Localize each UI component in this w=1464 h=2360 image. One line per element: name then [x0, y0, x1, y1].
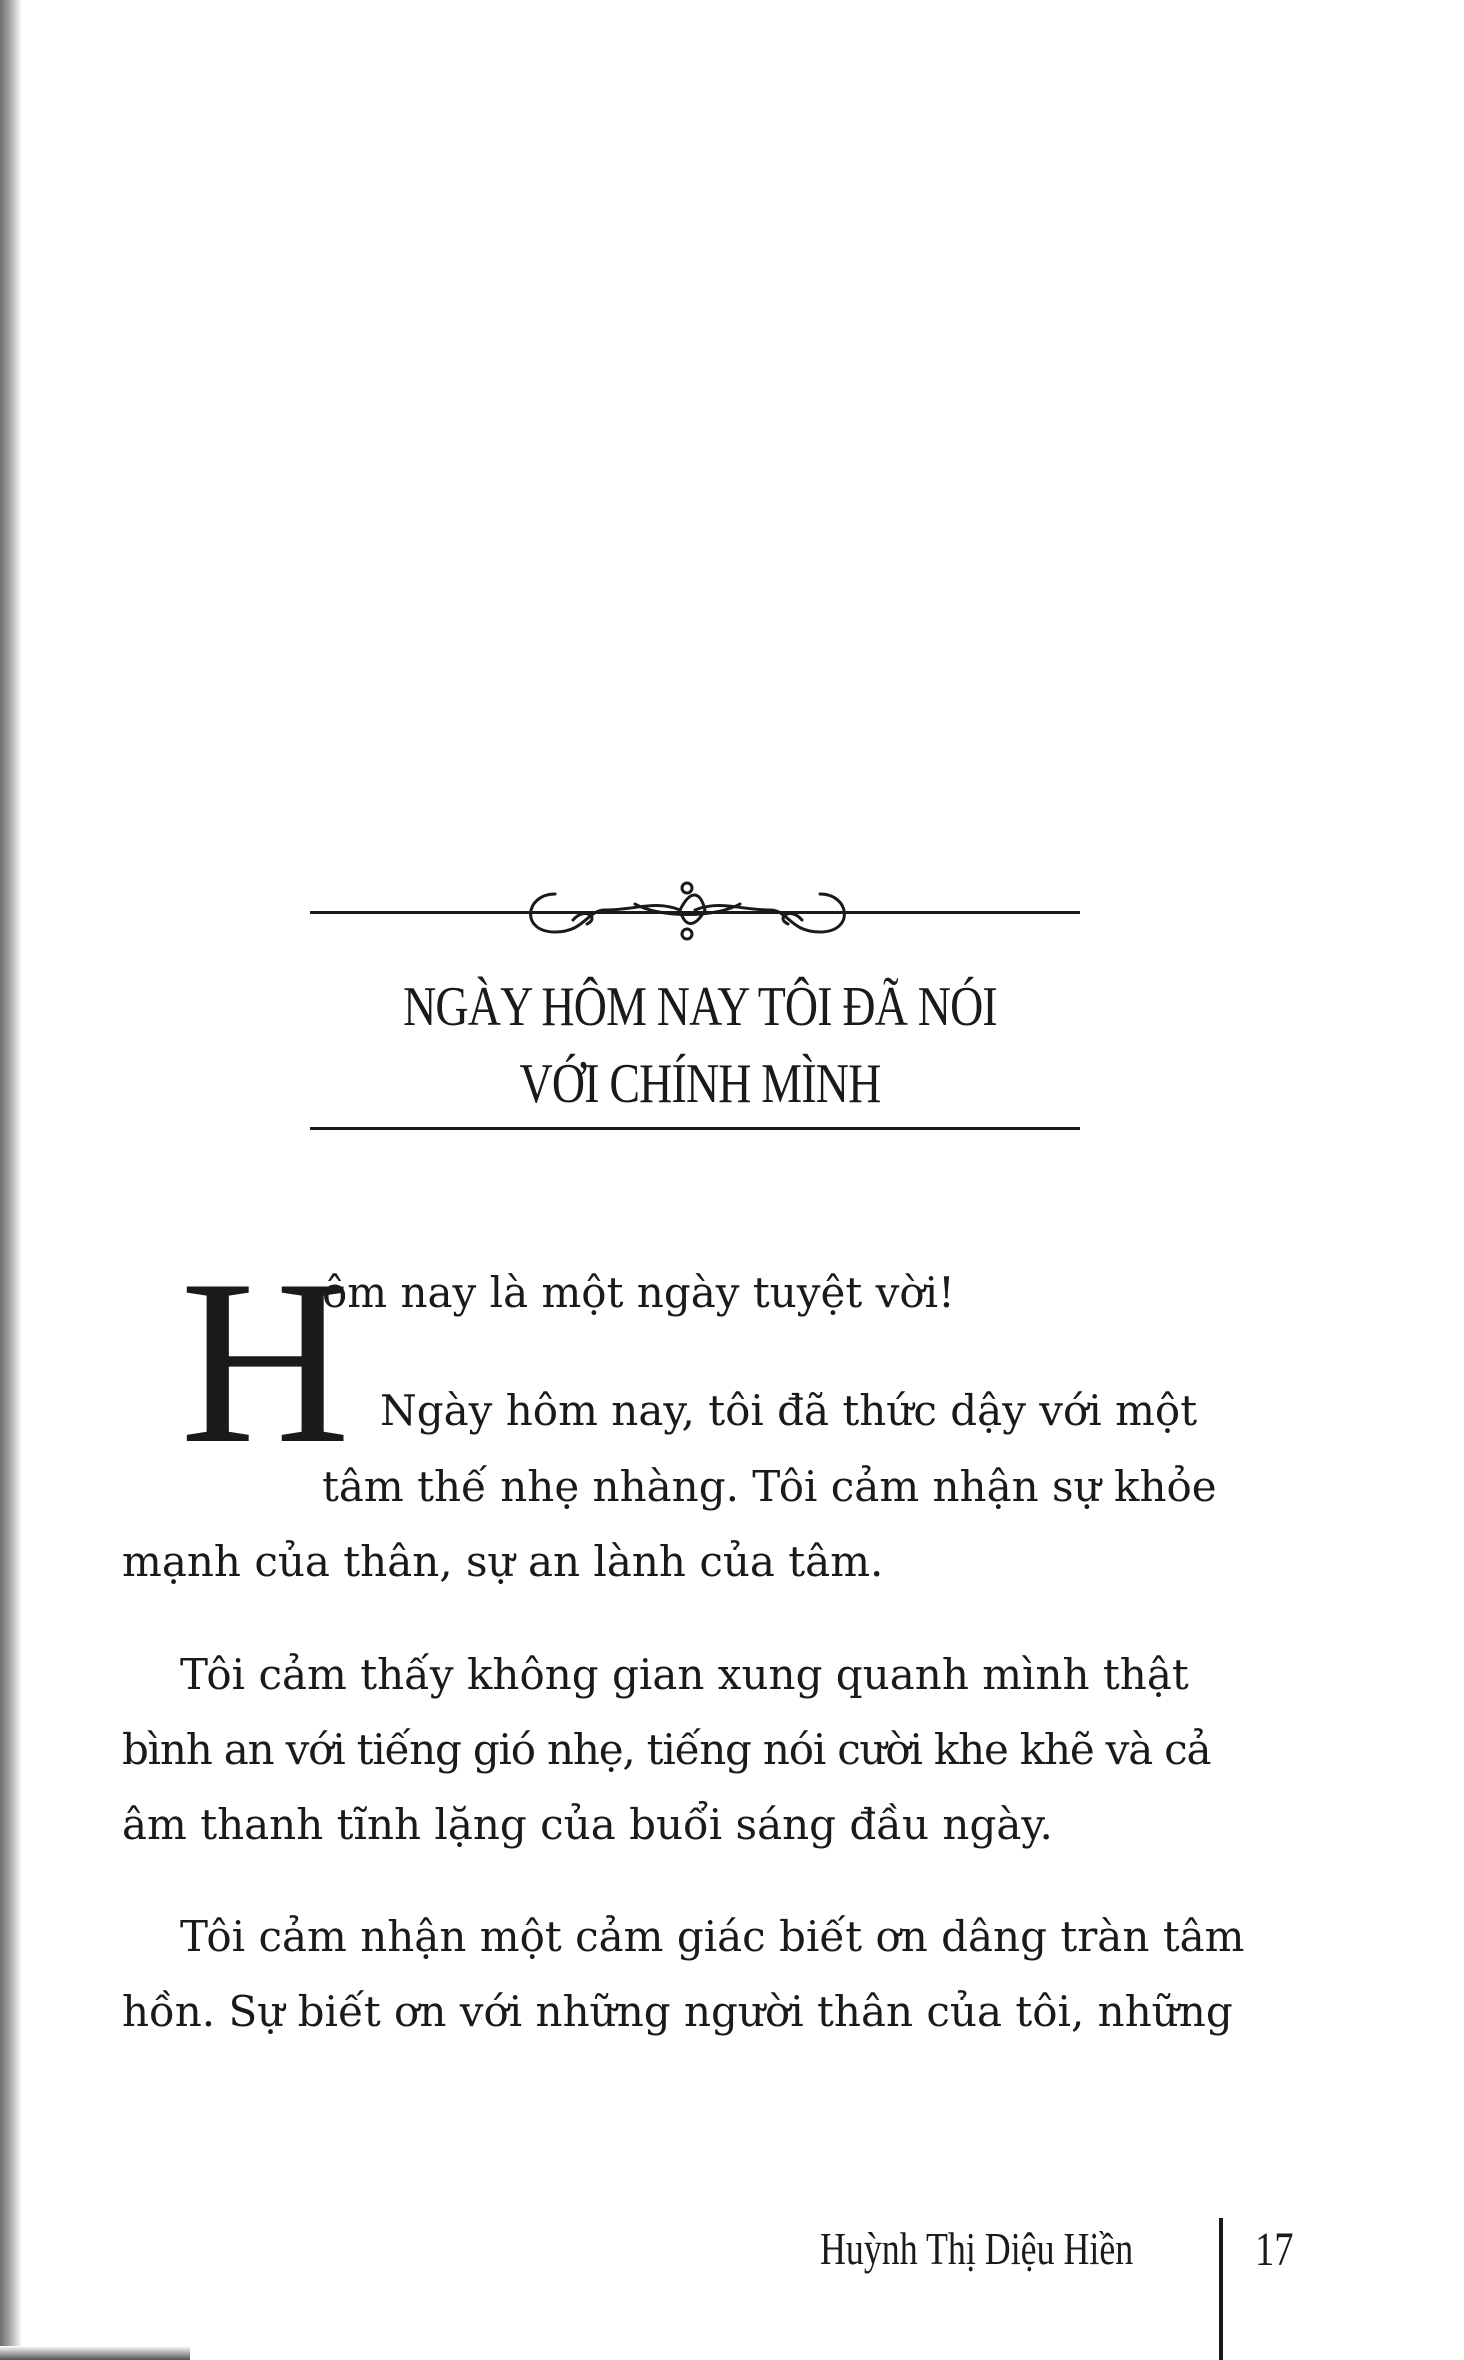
body-line: Tôi cảm nhận một cảm giác biết ơn dâng tràn tâm [180, 1912, 1245, 1961]
body-line: âm thanh tĩnh lặng của buổi sáng đầu ngày. [122, 1800, 1053, 1849]
body-line: Tôi cảm thấy không gian xung quanh mình thật [180, 1650, 1189, 1699]
body-line: ôm nay là một ngày tuyệt vời! [322, 1268, 955, 1317]
page-binding-edge [0, 0, 22, 2360]
title-bottom-rule [310, 1127, 1080, 1130]
body-line: Ngày hôm nay, tôi đã thức dậy với một [380, 1386, 1198, 1435]
title-top-rule [310, 911, 1080, 914]
page-number: 17 [1255, 2223, 1294, 2276]
body-line: mạnh của thân, sự an lành của tâm. [122, 1537, 884, 1586]
chapter-title-line1: NGÀY HÔM NAY TÔI ĐÃ NÓI [403, 976, 997, 1038]
page-bottom-edge [0, 2346, 190, 2360]
footer-separator [1219, 2218, 1223, 2360]
body-line: bình an với tiếng gió nhẹ, tiếng nói cười khe khẽ và cả [122, 1725, 1211, 1774]
body-line: hồn. Sự biết ơn với những người thân của tôi, những [122, 1987, 1233, 2036]
body-line: tâm thế nhẹ nhàng. Tôi cảm nhận sự khỏe [322, 1462, 1217, 1511]
drop-cap: H [180, 1232, 351, 1493]
chapter-title-line2: VỚI CHÍNH MÌNH [519, 1053, 881, 1115]
footer-author: Huỳnh Thị Diệu Hiền [820, 2223, 1134, 2274]
